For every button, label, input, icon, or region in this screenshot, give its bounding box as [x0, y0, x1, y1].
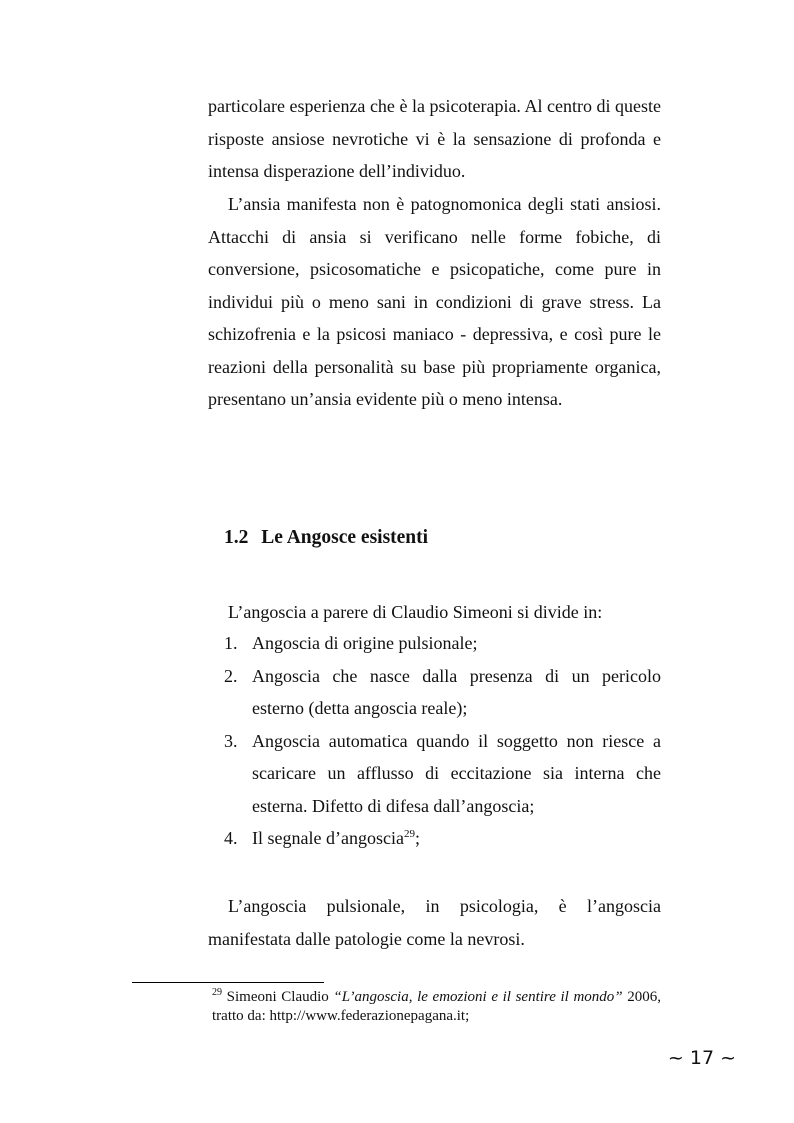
- list-intro: L’angoscia a parere di Claudio Simeoni si divide in:: [228, 602, 603, 622]
- footnote: [212, 988, 661, 1026]
- list-item-number: 2.: [224, 665, 238, 686]
- page-number: ~ 17 ~: [667, 1047, 736, 1069]
- list-item-punct: ;: [414, 828, 420, 848]
- list-item: [224, 725, 661, 823]
- list-item: [224, 627, 661, 660]
- paragraph-anxiety: L’ansia manifesta non è patognomonica degli stati ansiosi. Attacchi di ansia si verificano nelle forme fobiche, di conversione, psicosomatiche e psicopatiche, come pure in individui più o meno sani in condizioni di grave stress. La schizofrenia e la psicosi maniaco - depressiva, e così pure le reazioni della personalità su base più propriamente organica, presentano un’ansia evidente più o meno intensa.: [208, 194, 661, 409]
- list-item-text: Angoscia di origine pulsionale;: [252, 633, 478, 653]
- list-item: [224, 660, 661, 725]
- footnote-number: 29: [212, 987, 222, 998]
- footnote-source: 2006, tratto da: http://www.federazionepagana.it;: [212, 989, 662, 1024]
- list-item-number: 4.: [224, 828, 238, 848]
- footnote-author: Simeoni Claudio: [226, 989, 329, 1005]
- paragraph-pulsional: L’angoscia pulsionale, in psicologia, è l’angoscia manifestata dalle patologie come la nevrosi.: [208, 896, 661, 949]
- footnote-divider: [132, 982, 324, 983]
- list-item: [224, 822, 661, 855]
- section-title: Le Angosce esistenti: [261, 527, 429, 548]
- list-item-number: 3.: [224, 730, 238, 751]
- section-heading: [224, 527, 428, 549]
- list-item-text: Angoscia automatica quando il soggetto non riesce a scaricare un afflusso di eccitazione sia interna che esterna. Difetto di difesa dall’angoscia;: [252, 730, 661, 816]
- section-number: 1.2: [224, 527, 249, 548]
- paragraph-continuation: particolare esperienza che è la psicoterapia. Al centro di queste risposte ansiose nevrotiche vi è la sensazione di profonda e intensa disperazione dell’individuo.: [208, 96, 661, 181]
- footnote-title: “L’angoscia, le emozioni e il sentire il mondo”: [333, 989, 623, 1005]
- anguish-list: [224, 627, 661, 855]
- list-item-number: 1.: [224, 633, 238, 653]
- list-item-text: Il segnale d’angoscia: [252, 828, 404, 848]
- list-item-text: Angoscia che nasce dalla presenza di un pericolo esterno (detta angoscia reale);: [252, 665, 661, 718]
- footnote-reference[interactable]: 29: [403, 828, 415, 840]
